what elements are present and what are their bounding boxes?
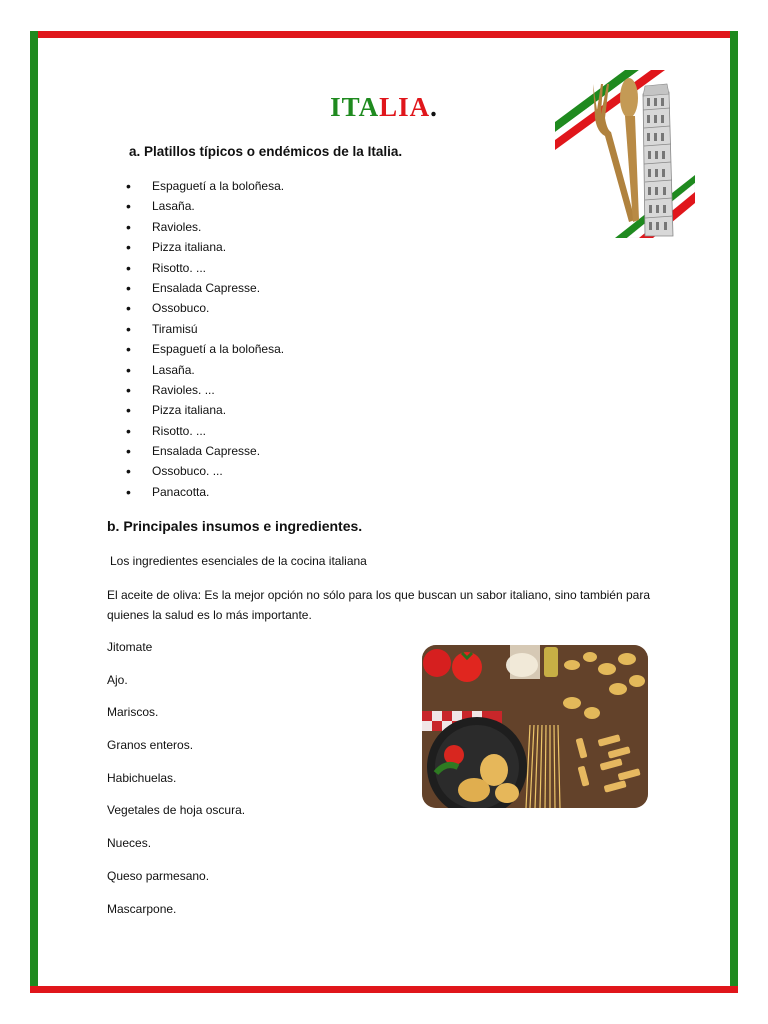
list-item: • Ensalada Capresse. [126, 278, 284, 298]
list-item: • Lasaña. [126, 360, 284, 380]
frame-bottom-border [30, 986, 738, 993]
ingredients-list [107, 637, 245, 931]
title-part-green: IT [330, 92, 359, 122]
list-item: • Pizza italiana. [126, 237, 284, 257]
list-item: Vegetales de hoja oscura. [107, 803, 246, 818]
list-item: Nueces. [107, 836, 152, 851]
list-item: • Pizza italiana. [126, 400, 284, 420]
section-a-heading: a. Platillos típicos o endémicos de la Italia. [129, 144, 403, 159]
italian-cuisine-logo-image [555, 70, 695, 238]
list-item: Mariscos. [107, 705, 159, 720]
olive-oil-paragraph: El aceite de oliva: Es la mejor opción no sólo para los que buscan un sabor italiano, sino también para quienes la salud es lo más importante. [107, 588, 650, 622]
list-item: • Risotto. ... [126, 421, 284, 441]
section-b-heading: b. Principales insumos e ingredientes. [107, 518, 363, 534]
list-item: • Panacotta. [126, 482, 284, 502]
dishes-list [126, 176, 284, 502]
title-part-red: LIA [379, 92, 431, 122]
frame-right-border [730, 31, 738, 993]
leaning-tower-icon [643, 84, 673, 236]
list-item: • Ossobuco. ... [126, 461, 284, 481]
list-item: Ajo. [107, 672, 128, 687]
list-item: • Espaguetí a la boloñesa. [126, 339, 284, 359]
list-item: Jitomate [107, 640, 153, 654]
list-item: • Ensalada Capresse. [126, 441, 284, 461]
list-item: • Lasaña. [126, 196, 284, 216]
frame-top-border [30, 31, 738, 38]
list-item: Granos enteros. [107, 738, 194, 753]
list-item: Habichuelas. [107, 770, 177, 785]
pasta-ingredients-photo [422, 645, 648, 808]
title-part-a: A [358, 92, 380, 122]
list-item: • Ravioles. [126, 217, 284, 237]
list-item: • Espaguetí a la boloñesa. [126, 176, 284, 196]
frame-left-border [30, 31, 38, 993]
ingredients-intro: Los ingredientes esenciales de la cocina italiana [110, 554, 367, 568]
list-item: Queso parmesano. [107, 868, 210, 883]
list-item: • Ossobuco. [126, 298, 284, 318]
list-item: Mascarpone. [107, 901, 177, 916]
title-period: . [430, 92, 438, 122]
list-item: • Ravioles. ... [126, 380, 284, 400]
olive-oil-bottle-icon [544, 647, 558, 677]
list-item: • Tiramisú [126, 319, 284, 339]
list-item: • Risotto. ... [126, 258, 284, 278]
